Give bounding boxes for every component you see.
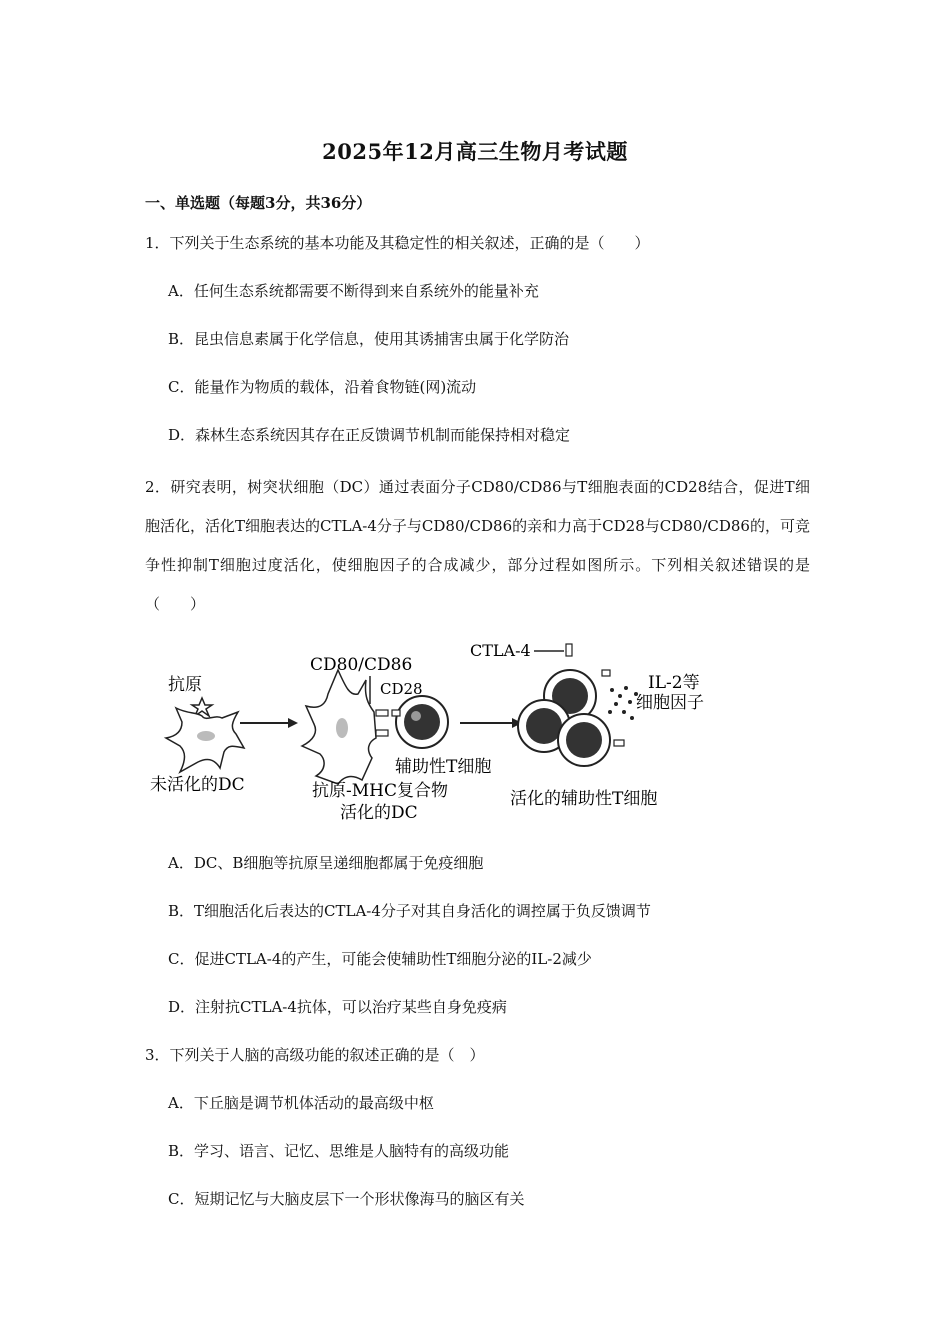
question-2-option-b: B．T细胞活化后表达的CTLA-4分子对其自身活化的调控属于负反馈调节: [168, 902, 651, 920]
helper-t-label: 辅助性T细胞: [395, 757, 492, 777]
arrow-1-head-icon: [288, 718, 298, 728]
question-2-stem: 2．研究表明，树突状细胞（DC）通过表面分子CD80/CD86与T细胞表面的CD28结合，促进T细胞活化，活化T细胞表达的CTLA-4分子与CD80/CD86的亲和力高于CD28与CD80/CD86的，可竞争性抑制T细胞过度活化，使细胞因子的合成减少，部分过程如图所示。下列相关叙述错误的是（ ）: [145, 478, 810, 613]
question-1-option-a: A．任何生态系统都需要不断得到来自系统外的能量补充: [168, 282, 539, 300]
helper-t-highlight: [411, 711, 421, 721]
antigen-label: 抗原: [168, 675, 202, 695]
cd28-receptor: [392, 710, 400, 716]
ctla4-label: CTLA-4: [470, 641, 531, 660]
question-2-option-c: C．促进CTLA-4的产生，可能会使辅助性T细胞分泌的IL-2减少: [168, 950, 592, 968]
complex-label: 抗原-MHC复合物: [312, 781, 448, 801]
inactive-dc-nucleus: [197, 731, 215, 741]
page-title: 2025年12月高三生物月考试题: [322, 139, 628, 164]
question-2-option-a: A．DC、B细胞等抗原呈递细胞都属于免疫细胞: [168, 854, 484, 872]
activated-dc-nucleus: [336, 718, 348, 738]
question-1-option-c: C．能量作为物质的载体，沿着食物链(网)流动: [168, 378, 477, 396]
question-1-option-b: B．昆虫信息素属于化学信息，使用其诱捕害虫属于化学防治: [168, 330, 570, 348]
cd80-cd86-label: CD80/CD86: [310, 655, 413, 675]
cd28-label: CD28: [380, 680, 423, 698]
mhc-receptor: [376, 730, 388, 736]
activated-dc-label: 活化的DC: [340, 803, 418, 823]
il2-label-line1: IL-2等: [648, 673, 700, 693]
ctla4-receptor-top: [566, 644, 572, 656]
cd80-receptor: [376, 710, 388, 716]
activated-t-label: 活化的辅助性T细胞: [510, 789, 658, 809]
question-1-stem: 1．下列关于生态系统的基本功能及其稳定性的相关叙述，正确的是（ ）: [145, 234, 650, 252]
question-2-option-d: D．注射抗CTLA-4抗体，可以治疗某些自身免疫病: [168, 998, 507, 1016]
active-t-nucleus-2: [526, 708, 562, 744]
section-heading: 一、单选题（每题3分，共36分）: [145, 194, 372, 212]
active-t-nucleus-3: [566, 722, 602, 758]
question-1-option-d: D．森林生态系统因其存在正反馈调节机制而能保持相对稳定: [168, 426, 571, 444]
question-3-stem: 3．下列关于人脑的高级功能的叙述正确的是（ ）: [145, 1046, 485, 1064]
inactive-dc-label: 未活化的DC: [150, 775, 245, 795]
immune-diagram: [140, 630, 740, 830]
cytokine-dots: [608, 686, 638, 720]
question-3-option-c: C．短期记忆与大脑皮层下一个形状像海马的脑区有关: [168, 1190, 525, 1208]
question-3-option-a: A．下丘脑是调节机体活动的最高级中枢: [168, 1094, 434, 1112]
helper-t-nucleus: [404, 704, 440, 740]
il2-label-line2: 细胞因子: [636, 693, 704, 713]
ctla4-receptor-right: [614, 740, 624, 746]
question-3-option-b: B．学习、语言、记忆、思维是人脑特有的高级功能: [168, 1142, 510, 1160]
ctla4-receptor-upper: [602, 670, 610, 676]
